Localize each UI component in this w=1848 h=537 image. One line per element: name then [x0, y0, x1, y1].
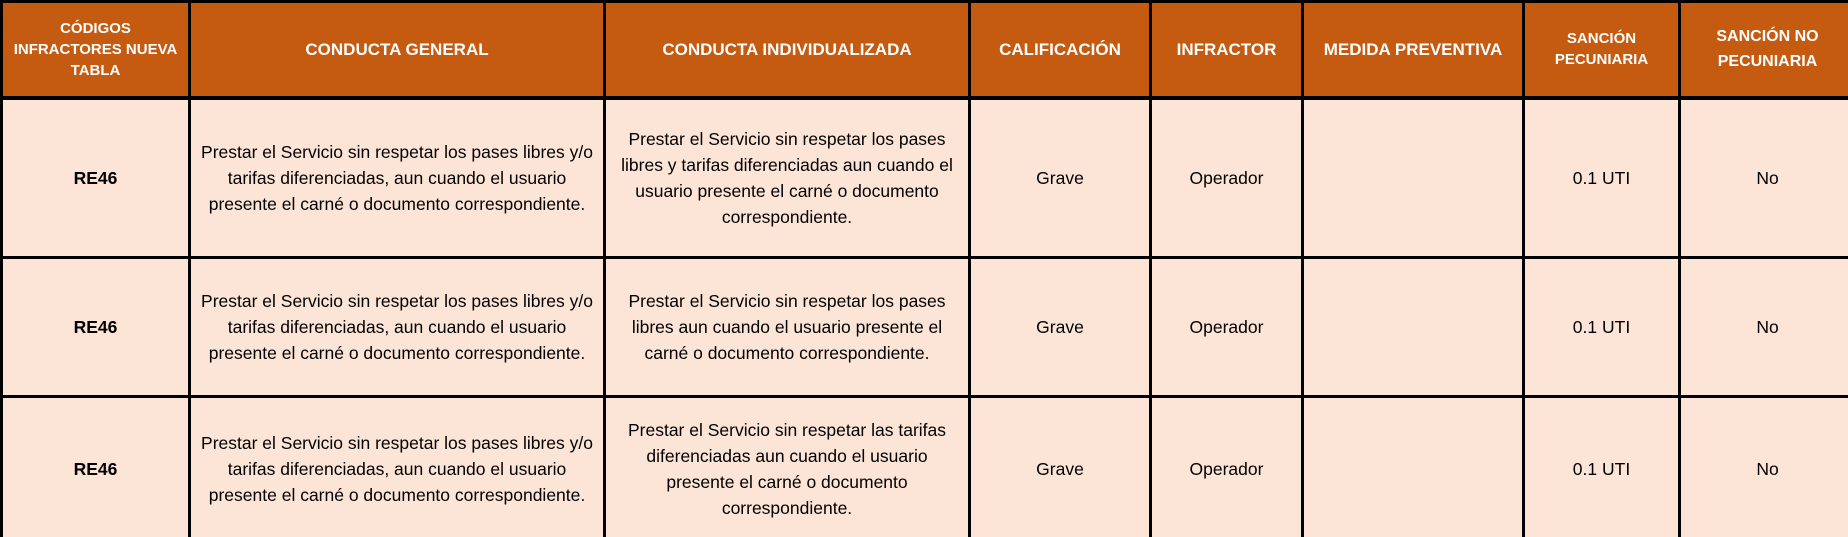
- cell-infractor: Operador: [1151, 258, 1303, 397]
- header-medida-preventiva: MEDIDA PREVENTIVA: [1303, 2, 1524, 98]
- table-row: [2, 258, 1848, 397]
- table-row: [2, 397, 1848, 537]
- cell-sancion-pecuniaria: 0.1 UTI: [1524, 98, 1680, 258]
- cell-conducta-individualizada: Prestar el Servicio sin respetar los pases libres aun cuando el usuario presente el carné o documento correspondiente.: [605, 258, 970, 397]
- cell-codigo: RE46: [2, 397, 190, 537]
- cell-sancion-no-pecuniaria: No: [1680, 98, 1848, 258]
- cell-conducta-general: Prestar el Servicio sin respetar los pases libres y/o tarifas diferenciadas, aun cuando el usuario presente el carné o documento correspondiente.: [190, 258, 605, 397]
- cell-conducta-general: Prestar el Servicio sin respetar los pases libres y/o tarifas diferenciadas, aun cuando el usuario presente el carné o documento correspondiente.: [190, 397, 605, 537]
- header-conducta-general: CONDUCTA GENERAL: [190, 2, 605, 98]
- header-sancion-pecuniaria: SANCIÓN PECUNIARIA: [1524, 2, 1680, 98]
- cell-medida-preventiva: [1303, 98, 1524, 258]
- cell-sancion-pecuniaria: 0.1 UTI: [1524, 397, 1680, 537]
- cell-medida-preventiva: [1303, 258, 1524, 397]
- cell-calificacion: Grave: [970, 258, 1151, 397]
- header-row: [2, 2, 1848, 98]
- cell-codigo: RE46: [2, 98, 190, 258]
- cell-sancion-no-pecuniaria: No: [1680, 397, 1848, 537]
- header-conducta-individualizada: CONDUCTA INDIVIDUALIZADA: [605, 2, 970, 98]
- cell-conducta-individualizada: Prestar el Servicio sin respetar los pases libres y tarifas diferenciadas aun cuando el usuario presente el carné o documento correspondiente.: [605, 98, 970, 258]
- cell-conducta-general: Prestar el Servicio sin respetar los pases libres y/o tarifas diferenciadas, aun cuando el usuario presente el carné o documento correspondiente.: [190, 98, 605, 258]
- cell-calificacion: Grave: [970, 98, 1151, 258]
- header-sancion-no-pecuniaria: SANCIÓN NO PECUNIARIA: [1680, 2, 1848, 98]
- table-row: [2, 98, 1848, 258]
- cell-medida-preventiva: [1303, 397, 1524, 537]
- cell-sancion-pecuniaria: 0.1 UTI: [1524, 258, 1680, 397]
- cell-infractor: Operador: [1151, 397, 1303, 537]
- header-codigo: CÓDIGOS INFRACTORES NUEVA TABLA: [2, 2, 190, 98]
- cell-codigo: RE46: [2, 258, 190, 397]
- cell-sancion-no-pecuniaria: No: [1680, 258, 1848, 397]
- cell-infractor: Operador: [1151, 98, 1303, 258]
- cell-calificacion: Grave: [970, 397, 1151, 537]
- header-infractor: INFRACTOR: [1151, 2, 1303, 98]
- cell-conducta-individualizada: Prestar el Servicio sin respetar las tarifas diferenciadas aun cuando el usuario presente el carné o documento correspondiente.: [605, 397, 970, 537]
- header-calificacion: CALIFICACIÓN: [970, 2, 1151, 98]
